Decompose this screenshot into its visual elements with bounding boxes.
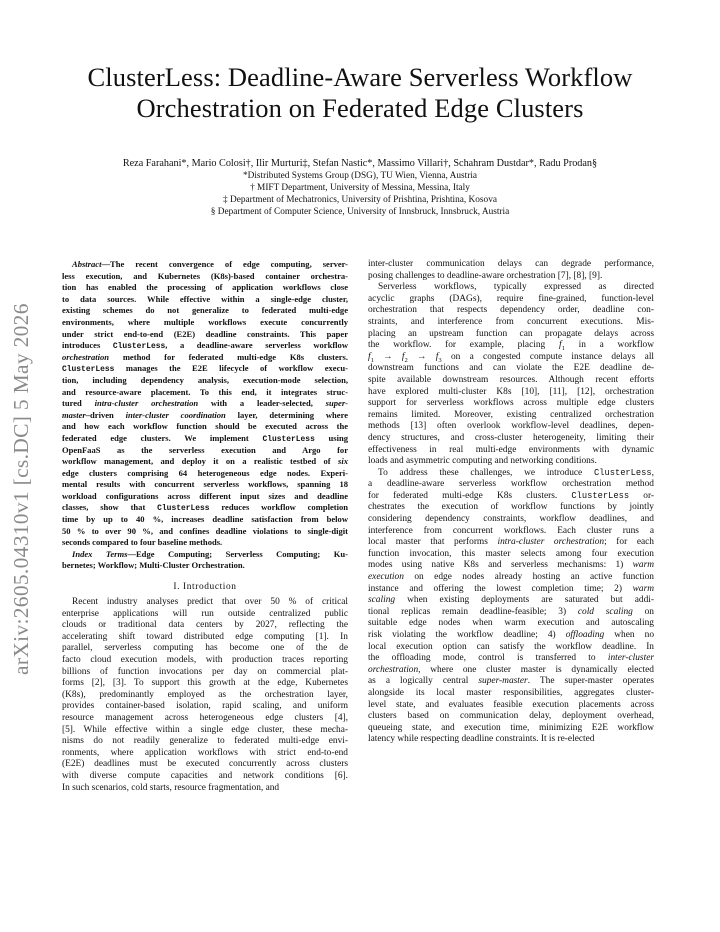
text-line: facto cloud execution models, with production traces reporting bbox=[62, 655, 348, 665]
text-line: classes, show that ClusterLess reduces workflow completion bbox=[62, 502, 348, 514]
text-line: modes using native K8s and serverless mechanisms: 1) warm bbox=[368, 560, 654, 571]
text-line: inter-cluster communication delays can degrade performance, bbox=[368, 259, 654, 269]
text-line: Index Terms—Edge Computing; Serverless Computing; Ku- bbox=[72, 548, 348, 559]
text-line: spite available downstream resources. Although recent efforts bbox=[368, 374, 654, 385]
text-line: latency while respecting deadline constraints. It is re-elected bbox=[368, 734, 595, 745]
left-column bbox=[62, 259, 348, 794]
text-line: enterprise applications will run outside centralized public bbox=[62, 608, 348, 619]
index-terms bbox=[62, 549, 348, 572]
text-line: [5]. While effective within a single edge cluster, these mecha- bbox=[62, 724, 348, 735]
text-line: straints, and interference from concurrent executions. Mis- bbox=[368, 316, 654, 327]
text-line: time by up to 40 %, increases deadline satisfaction from below bbox=[62, 514, 348, 525]
text-line: To address these challenges, we introduce ClusterLess, bbox=[378, 467, 654, 478]
text-line: support for serverless workflows across multiple edge clusters bbox=[368, 398, 654, 409]
text-line: instance and offering the lowest completion time; 2) warm bbox=[368, 583, 654, 594]
text-line: tured intra-cluster orchestration with a leader-selected, super- bbox=[62, 398, 348, 409]
text-line: and resource-aware placement. To this end, it integrates struc- bbox=[62, 386, 348, 397]
text-line: clusters based on communication delay, deployment overhead, bbox=[368, 711, 654, 722]
text-line: Recent industry analyses predict that over 50 % of critical bbox=[72, 597, 348, 608]
text-line: chestrates the execution of workflow functions by jointly bbox=[368, 502, 654, 513]
affiliation: ‡ Department of Mechatronics, University of Prishtina, Prishtina, Kosova bbox=[223, 195, 497, 206]
title-line: Orchestration on Federated Edge Clusters bbox=[136, 93, 584, 123]
paragraph bbox=[368, 282, 654, 468]
text-line: less execution, and Kubernetes (K8s)-based container orchestra- bbox=[62, 270, 348, 281]
right-column bbox=[368, 259, 654, 746]
text-line: workflow management, and deploy it on a realistic testbed of six bbox=[62, 456, 348, 467]
text-line: local execution option can satisfy the workflow deadline. In bbox=[368, 641, 654, 652]
text-line: level state, and evaluates feasible execution placements across bbox=[368, 699, 654, 710]
text-line: the workflow. for example, placing $f_1$ in a workflow bbox=[368, 340, 654, 352]
text-line: (E2E) deadlines must be executed concurrently across clusters bbox=[62, 759, 348, 770]
paragraph bbox=[368, 259, 654, 282]
affiliation: § Department of Computer Science, University of Innsbruck, Innsbruck, Austria bbox=[210, 207, 510, 218]
text-line: (K8s), predominantly employed as the orchestration layer, bbox=[62, 689, 348, 700]
text-line: for federated multi-edge K8s clusters. ClusterLess or- bbox=[368, 490, 654, 501]
text-line: execution on edge nodes already hosting an active function bbox=[368, 572, 654, 583]
text-line: risk violating the workflow deadline; 4) offloading when no bbox=[368, 630, 654, 640]
text-line: master–driven inter-cluster coordination layer, determining where bbox=[62, 409, 348, 420]
intro-paragraph bbox=[62, 597, 348, 794]
text-line: remains limited. Moreover, existing centralized orchestration bbox=[368, 409, 654, 420]
text-line: nisms do not readily generalize to federated multi-edge envi- bbox=[62, 736, 348, 747]
text-line: with diverse compute capacities and network conditions [6]. bbox=[62, 770, 348, 781]
text-line: to data sources. While effective within a single-edge cluster, bbox=[62, 293, 348, 304]
text-line: ronments, where application workflows with strict end-to-end bbox=[62, 747, 348, 758]
arxiv-stamp: arXiv:2605.04310v1 [cs.DC] 5 May 2026 bbox=[9, 303, 33, 675]
text-line: queueing state, and execution time, minimizing E2E workflow bbox=[368, 722, 654, 733]
text-line: bernetes; Workflow; Multi-Cluster Orchestration. bbox=[62, 560, 245, 571]
text-line: OpenFaaS as the serverless execution and Argo for bbox=[62, 444, 348, 455]
text-line: alongside its local master responsibilities, aggregates cluster- bbox=[368, 687, 654, 698]
text-line: tion, including dependency analysis, execution-mode selection, bbox=[62, 374, 348, 385]
text-line: downstream functions and can violate the E2E deadline de- bbox=[368, 363, 654, 374]
affiliation: † MIFT Department, University of Messina, Messina, Italy bbox=[250, 183, 470, 194]
text-line: placing an upstream function can propagate delays across bbox=[368, 328, 654, 339]
text-line: mental results with concurrent serverless workflows, spanning 18 bbox=[62, 479, 348, 490]
text-line: effectiveness in real multi-edge environments with dynamic bbox=[368, 444, 654, 455]
text-line: Abstract—The recent convergence of edge computing, server- bbox=[72, 259, 348, 269]
text-line: posing challenges to deadline-aware orchestration [7], [8], [9]. bbox=[368, 270, 603, 281]
text-line: tion has enabled the processing of application workflows close bbox=[62, 282, 348, 293]
text-line: loads and asymmetric computing and networking conditions. bbox=[368, 456, 597, 467]
paper-title bbox=[40, 62, 680, 124]
author-list: Reza Farahani*, Mario Colosi†, Ilir Murturi‡, Stefan Nastic*, Massimo Villari†, Schahram Dustdar*, Radu Prodan§ bbox=[122, 158, 598, 169]
text-line: seconds compared to four baseline methods. bbox=[62, 537, 223, 548]
text-line: clouds or traditional data centers by 2027, reflecting the bbox=[62, 620, 348, 631]
text-line: suitable edge nodes when warm execution and autoscaling bbox=[368, 618, 654, 629]
text-line: In such scenarios, cold starts, resource fragmentation, and bbox=[62, 782, 280, 793]
text-line: a deadline-aware serverless workflow orchestration method bbox=[368, 479, 654, 490]
text-line: $f_1 \to f_2 \to f_3$ on a congested compute instance delays all bbox=[368, 351, 654, 364]
text-line: acyclic graphs (DAGs), require fine-grained, function-level bbox=[368, 293, 654, 304]
text-line: orchestration, where one cluster master is dynamically elected bbox=[368, 664, 654, 675]
text-line: environments, where multiple workflows execute concurrently bbox=[62, 316, 348, 327]
text-line: under strict end-to-end (E2E) deadline constraints. This paper bbox=[62, 328, 348, 339]
text-line: the offloading mode, control is transferred to inter-cluster bbox=[368, 653, 654, 664]
text-line: interference from concurrent workflows. Each cluster runs a bbox=[368, 525, 654, 536]
paragraph bbox=[368, 468, 654, 746]
text-line: provides container-based isolation, rapid scaling, and uniform bbox=[62, 701, 348, 712]
text-line: tional replicas remain deadline-feasible; 3) cold scaling on bbox=[368, 606, 654, 617]
text-line: and how each workflow function should be executed across the bbox=[62, 421, 348, 432]
text-line: Serverless workflows, typically expressed as directed bbox=[378, 282, 654, 293]
text-line: federated edge clusters. We implement ClusterLess using bbox=[62, 432, 348, 444]
text-line: methods [13] often overlook workflow-level deadlines, depen- bbox=[368, 421, 654, 432]
section-heading: I. Introduction bbox=[173, 582, 237, 593]
text-line: workload configurations across different input sizes and deadline bbox=[62, 490, 348, 501]
text-line: 50 % to over 90 %, and confines deadline violations to single-digit bbox=[62, 525, 348, 536]
text-line: considering dependency constraints, workflow deadlines, and bbox=[368, 514, 654, 525]
text-line: have explored multi-cluster K8s [10], [11], [12], orchestration bbox=[368, 386, 654, 397]
text-line: local master that performs intra-cluster orchestration; for each bbox=[368, 537, 654, 548]
text-line: resource management across heterogeneous edge clusters [4], bbox=[62, 712, 348, 723]
text-line: orchestration that respects dependency order, deadline con- bbox=[368, 305, 654, 316]
text-line: function invocation, this master selects among four execution bbox=[368, 548, 654, 559]
text-line: ClusterLess manages the E2E lifecycle of workflow execu- bbox=[62, 363, 348, 375]
text-line: accelerating shift toward distributed edge computing [1]. In bbox=[62, 631, 348, 642]
text-line: scaling when existing deployments are saturated but addi- bbox=[368, 595, 654, 606]
abstract bbox=[62, 259, 348, 549]
text-line: orchestration method for federated multi-edge K8s clusters. bbox=[62, 351, 348, 362]
text-line: edge clusters comprising 64 heterogeneous edge nodes. Experi- bbox=[62, 467, 348, 478]
text-line: dency structures, and cross-cluster heterogeneity, limiting their bbox=[368, 432, 654, 443]
affiliations bbox=[40, 170, 680, 218]
text-line: introduces ClusterLess, a deadline-aware serverless workflow bbox=[62, 340, 348, 352]
affiliation: *Distributed Systems Group (DSG), TU Wien, Vienna, Austria bbox=[242, 171, 478, 181]
text-line: forms [2], [3]. To support this growth at the edge, Kubernetes bbox=[62, 678, 348, 689]
title-line: ClusterLess: Deadline-Aware Serverless Workflow bbox=[87, 62, 633, 92]
text-line: as a logically central super-master. The super-master operates bbox=[368, 676, 654, 687]
text-line: billions of function invocations per day on commercial plat- bbox=[62, 666, 348, 677]
text-line: parallel, serverless computing has become one of the de bbox=[62, 643, 348, 654]
text-line: existing schemes do not generalize to federated multi-edge bbox=[62, 305, 348, 316]
